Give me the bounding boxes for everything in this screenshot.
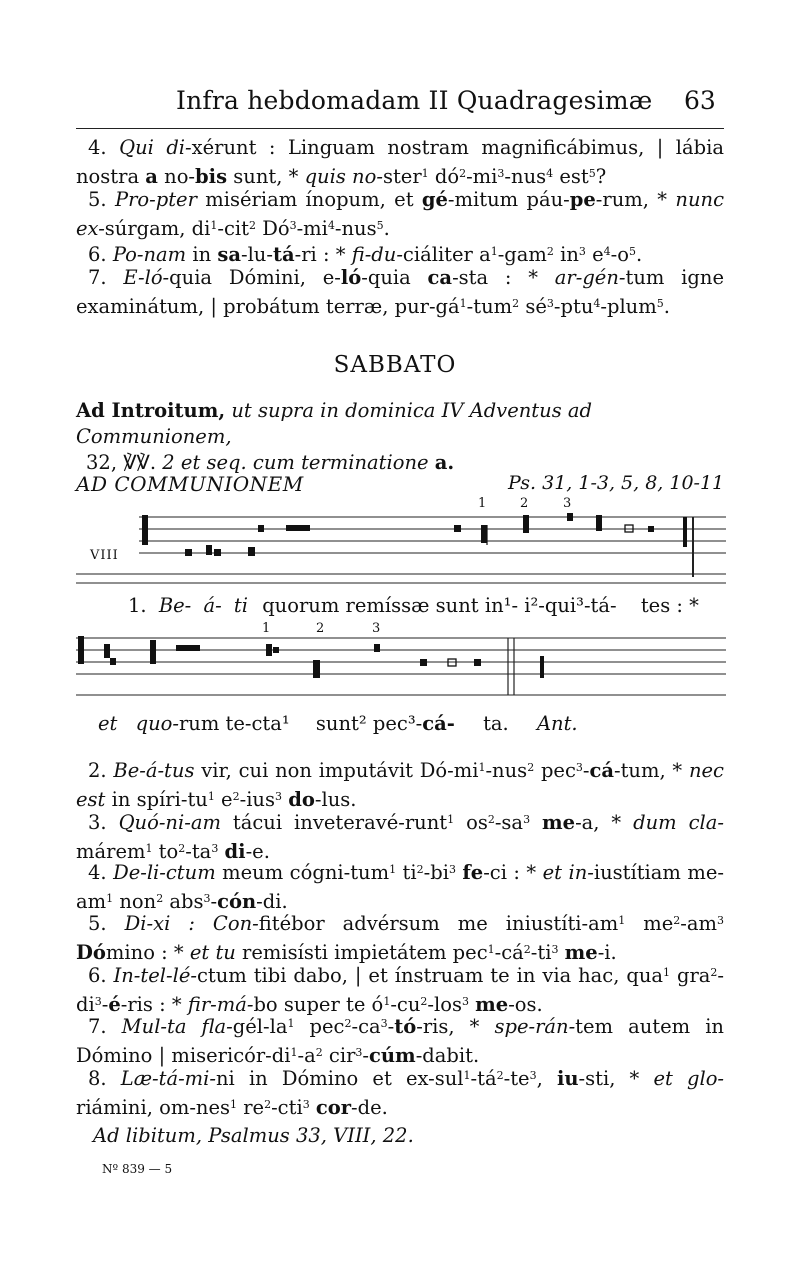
lyric-syllable: Ant. xyxy=(536,712,578,735)
section-title: SABBATO xyxy=(333,352,457,378)
rubric-end: a. xyxy=(434,451,455,474)
accent-numeral: 2 xyxy=(520,496,529,511)
accent-numeral: 1 xyxy=(478,496,487,511)
lyric-syllable: cá- xyxy=(422,712,455,735)
accent-numeral: 3 xyxy=(372,621,381,636)
verse-6: 6. Po-nam in sa-lu-tá-ri : * fi-du-ciáliter $a^1-gam^2$ $in^3$ $e^4-o^5$. xyxy=(88,243,643,266)
verse-4: 4. Qui di-xérunt : Linguam nostram magnificábimus, | lábia nostra a no-bis sunt, * quis no-ster$^1$ $dó^2-mi^3-nus^4$ est$^5$? xyxy=(76,136,724,188)
verse-7: 7. E-ló-quia Dómini, e-ló-quia ca-sta : * ar-gén-tum igne examinátum, | probátum terræ, pur-$gá^1-tum^2$ $sé^3-ptu^4-plum^5$. xyxy=(76,266,724,318)
lyric-syllable: tes : * xyxy=(640,594,699,617)
page-number: 63 xyxy=(684,86,716,115)
chant-staff-2 xyxy=(76,620,726,700)
psalm-verse-5: 5. Di-xi : Con-fitébor advérsum me iniustíti-$am^1$ $me^2-am^3$ Dómino : * et tu remisísti impietátem $pec^1-cá^2-ti^3$ me-i. xyxy=(76,912,724,964)
running-header: Infra hebdomadam II Quadragesimæ xyxy=(176,86,653,115)
lyric-syllable: et xyxy=(98,712,118,735)
psalm-verse-6: 6. In-tel-lé-ctum tibi dabo, | et ínstruam te in via hac, qua$^1$ $gra^2-di^3-é$-ris : * fir-má-bo super te $ó^1-cu^2-los^3$ me-os. xyxy=(76,964,724,1016)
signature-mark: Nº 839 — 5 xyxy=(102,1162,173,1176)
accent-numeral: 3 xyxy=(563,496,572,511)
psalm-verse-8: 8. Læ-tá-mi-ni in Dómino et $ex-sul^1-tá^2-te^3$, iu-sti, * et glo-riámini, om-nes$^1$ $re^2-cti^3$ cor-de. xyxy=(76,1067,725,1119)
psalm-reference: Ps. 31, 1-3, 5, 8, 10-11 xyxy=(508,472,725,494)
chant-staff-1 xyxy=(76,495,726,607)
lyric-syllable: rum te-cta¹ xyxy=(178,712,290,735)
verse-5: 5. Pro-pter misériam ínopum, et gé-mitum páu-pe-rum, * nunc ex-súrgam, $di^1-cit^2$ $Dó^3-mi^4-nus^5$. xyxy=(76,188,724,240)
closing-rubric: Ad libitum, Psalmus 33, VIII, 22. xyxy=(93,1124,414,1147)
lyric-syllable: ti xyxy=(233,594,248,617)
chant-lyrics-line-2 xyxy=(98,712,578,735)
lyric-syllable: 1. xyxy=(128,594,147,617)
rubric-ref: 32, ℣℣. xyxy=(86,451,157,474)
rubric-rest: ut supra in dominica IV Adventus ad Communionem, xyxy=(76,399,593,448)
psalm-verse-2: 2. Be-á-tus vir, cui non imputávit $Dó-mi^1-nus^2$ pec$^3$-cá-tum, * nec est in spíri-$tu^1$ $e^2-ius^3$ do-lus. xyxy=(76,759,724,811)
header-rule xyxy=(76,128,724,129)
lyric-syllable: quorum remíssæ sunt in¹- i²-qui³-tá- xyxy=(262,594,617,617)
rubric-cont: 2 et seq. cum terminatione xyxy=(162,451,429,474)
rubric-lead: Ad Introitum, xyxy=(76,399,226,422)
lyric-syllable: ta. xyxy=(483,712,509,735)
rubric xyxy=(76,398,730,476)
chant-lyrics-line-1 xyxy=(128,594,699,617)
lyric-syllable: Be- xyxy=(158,594,192,617)
psalm-verse-7: 7. Mul-ta fla-$gél-la^1$ $pec^2-ca^3-tó$-ris, * spe-rán-tem autem in Dómino | misericór-$di^1-a^2$ cir$^3$-cúm-dabit. xyxy=(76,1015,724,1067)
accent-numeral: 1 xyxy=(262,621,271,636)
psalm-verse-3: 3. Quó-ni-am tácui inveteravé-runt$^1$ $os^2-sa^3$ me-a, * dum cla-márem$^1$ $to^2-ta^3$ di-e. xyxy=(76,811,724,863)
mode-label: VIII xyxy=(90,548,119,563)
psalm-verse-4: 4. De-li-ctum meum cógni-tum$^1$ $ti^2-bi^3$ fe-ci : * et in-iustítiam $me-am^1$ non$^2$ abs$^3$-cón-di. xyxy=(76,861,724,913)
lyric-syllable: quo- xyxy=(135,712,179,735)
lyric-syllable: sunt² pec³- xyxy=(315,712,423,735)
lyric-syllable: á- xyxy=(203,594,222,617)
accent-numeral: 2 xyxy=(316,621,325,636)
chant-label: AD COMMUNIONEM xyxy=(76,472,304,496)
